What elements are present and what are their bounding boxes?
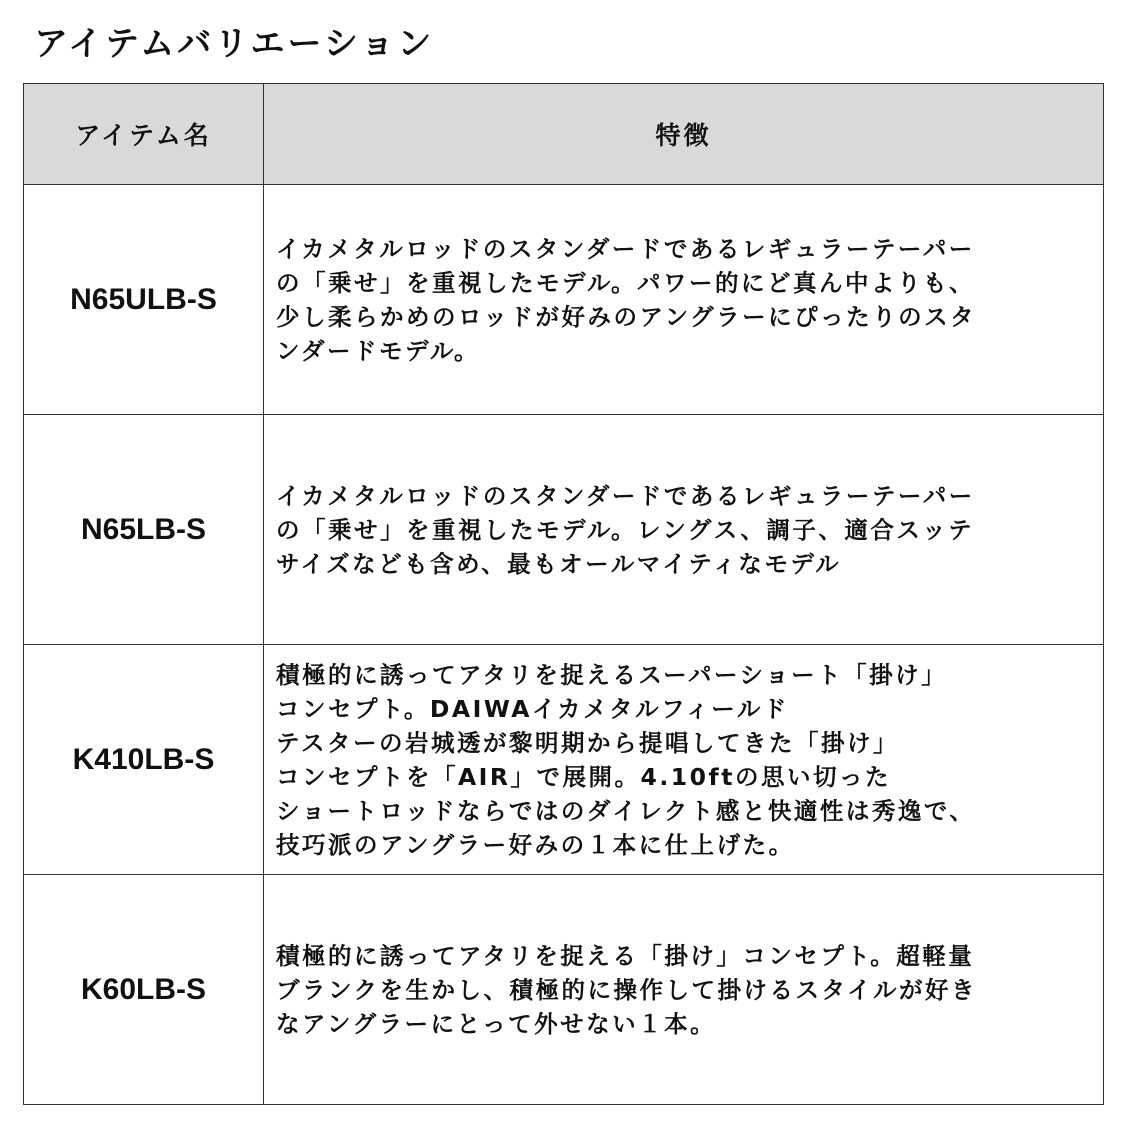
item-variation-table [23,83,1104,1105]
feature-line: イカメタルロッドのスタンダードであるレギュラーテーパー [276,481,975,510]
feature-line: テスターの岩城透が黎明期から提唱してきた「掛け」 [276,728,900,757]
table-row [24,875,1104,1105]
feature-line: の「乗せ」を重視したモデル。レングス、調子、適合スッテ [276,515,975,544]
feature-line: イカメタルロッドのスタンダードであるレギュラーテーパー [276,234,975,263]
feature-cell [264,185,1104,415]
feature-line: サイズなども含め、最もオールマイティなモデル [276,549,842,578]
header-item-name: アイテム名 [24,84,264,185]
feature-line: 積極的に誘ってアタリを捉える「掛け」コンセプト。超軽量 [276,941,975,970]
item-name-cell: K410LB-S [24,645,264,875]
page-title: アイテムバリエーション [34,24,435,64]
item-name-cell: N65ULB-S [24,185,264,415]
feature-line: なアングラーにとって外せない１本。 [276,1009,717,1038]
feature-line: 少し柔らかめのロッドが好みのアングラーにぴったりのスタ [276,302,977,331]
table-row [24,185,1104,415]
table-row [24,645,1104,875]
feature-line: 技巧派のアングラー好みの１本に仕上げた。 [276,830,795,859]
feature-line: 積極的に誘ってアタリを捉えるスーパーショート「掛け」 [276,660,948,689]
feature-line: ンダードモデル。 [276,336,481,365]
feature-cell [264,875,1104,1105]
feature-line: ショートロッドならではのダイレクト感と快適性は秀逸で、 [276,796,976,825]
table-header-row [24,84,1104,185]
item-name-cell: K60LB-S [24,875,264,1105]
feature-line: の「乗せ」を重視したモデル。パワー的にど真ん中よりも、 [276,268,975,297]
table-row [24,415,1104,645]
feature-line: ブランクを生かし、積極的に操作して掛けるスタイルが好き [276,975,978,1004]
feature-cell [264,415,1104,645]
feature-line: コンセプト。DAIWAイカメタルフィールド [276,694,789,723]
feature-line: コンセプトを「AIR」で展開。4.10ftの思い切った [276,762,891,791]
feature-cell [264,645,1104,875]
header-feature: 特徴 [264,84,1104,185]
item-name-cell: N65LB-S [24,415,264,645]
